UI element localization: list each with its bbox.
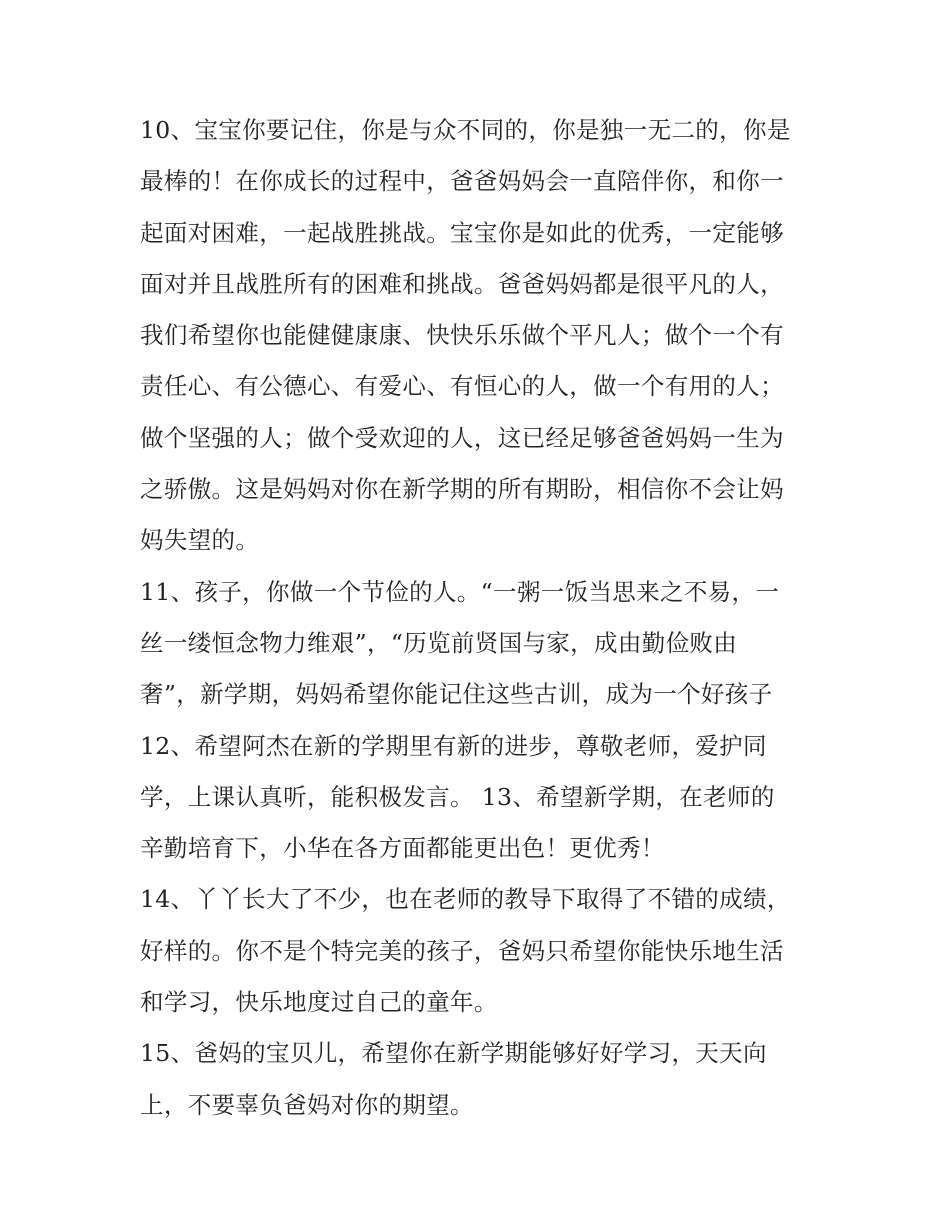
text-line: 15、爸妈的宝贝儿，希望你在新学期能够好好学习，天天向	[140, 1039, 767, 1068]
text-line: 和学习，快乐地度过自己的童年。	[140, 988, 498, 1017]
text-line: 10、宝宝你要记住，你是与众不同的，你是独一无二的，你是	[140, 116, 791, 144]
text-line: 11、孩子，你做一个节俭的人。“一粥一饭当思来之不易，一	[140, 577, 780, 606]
text-line: 12、希望阿杰在新的学期里有新的进步，尊敬老师，爱护同	[140, 731, 767, 760]
text-line: 做个坚强的人；做个受欢迎的人，这已经足够爸爸妈妈一生为	[140, 423, 784, 452]
text-line: 上，不要辜负爸妈对你的期望。	[140, 1090, 474, 1119]
text-line: 之骄傲。这是妈妈对你在新学期的所有期盼，相信你不会让妈	[140, 475, 784, 504]
text-line: 好样的。你不是个特完美的孩子，爸妈只希望你能快乐地生活	[140, 936, 784, 965]
document-body	[140, 108, 830, 1134]
text-line: 面对并且战胜所有的困难和挑战。爸爸妈妈都是很平凡的人，	[140, 269, 784, 298]
text-line: 责任心、有公德心、有爱心、有恒心的人，做一个有用的人；	[140, 372, 784, 401]
text-line: 我们希望你也能健健康康、快快乐乐做个平凡人；做个一个有	[140, 321, 784, 350]
text-line: 奢”，新学期，妈妈希望你能记住这些古训，成为一个好孩子	[140, 680, 773, 709]
text-line: 最棒的！在你成长的过程中，爸爸妈妈会一直陪伴你，和你一	[140, 167, 784, 196]
text-line: 学，上课认真听，能积极发言。 13、希望新学期，在老师的	[140, 782, 775, 811]
text-line: 起面对困难，一起战胜挑战。宝宝你是如此的优秀，一定能够	[140, 218, 784, 247]
text-line: 14、丫丫长大了不少，也在老师的教导下取得了不错的成绩，	[140, 885, 791, 914]
text-line: 辛勤培育下，小华在各方面都能更出色！更优秀！	[140, 834, 665, 863]
text-line: 丝一缕恒念物力维艰”，“历览前贤国与家，成由勤俭败由	[140, 628, 738, 657]
text-line: 妈失望的。	[140, 526, 260, 555]
